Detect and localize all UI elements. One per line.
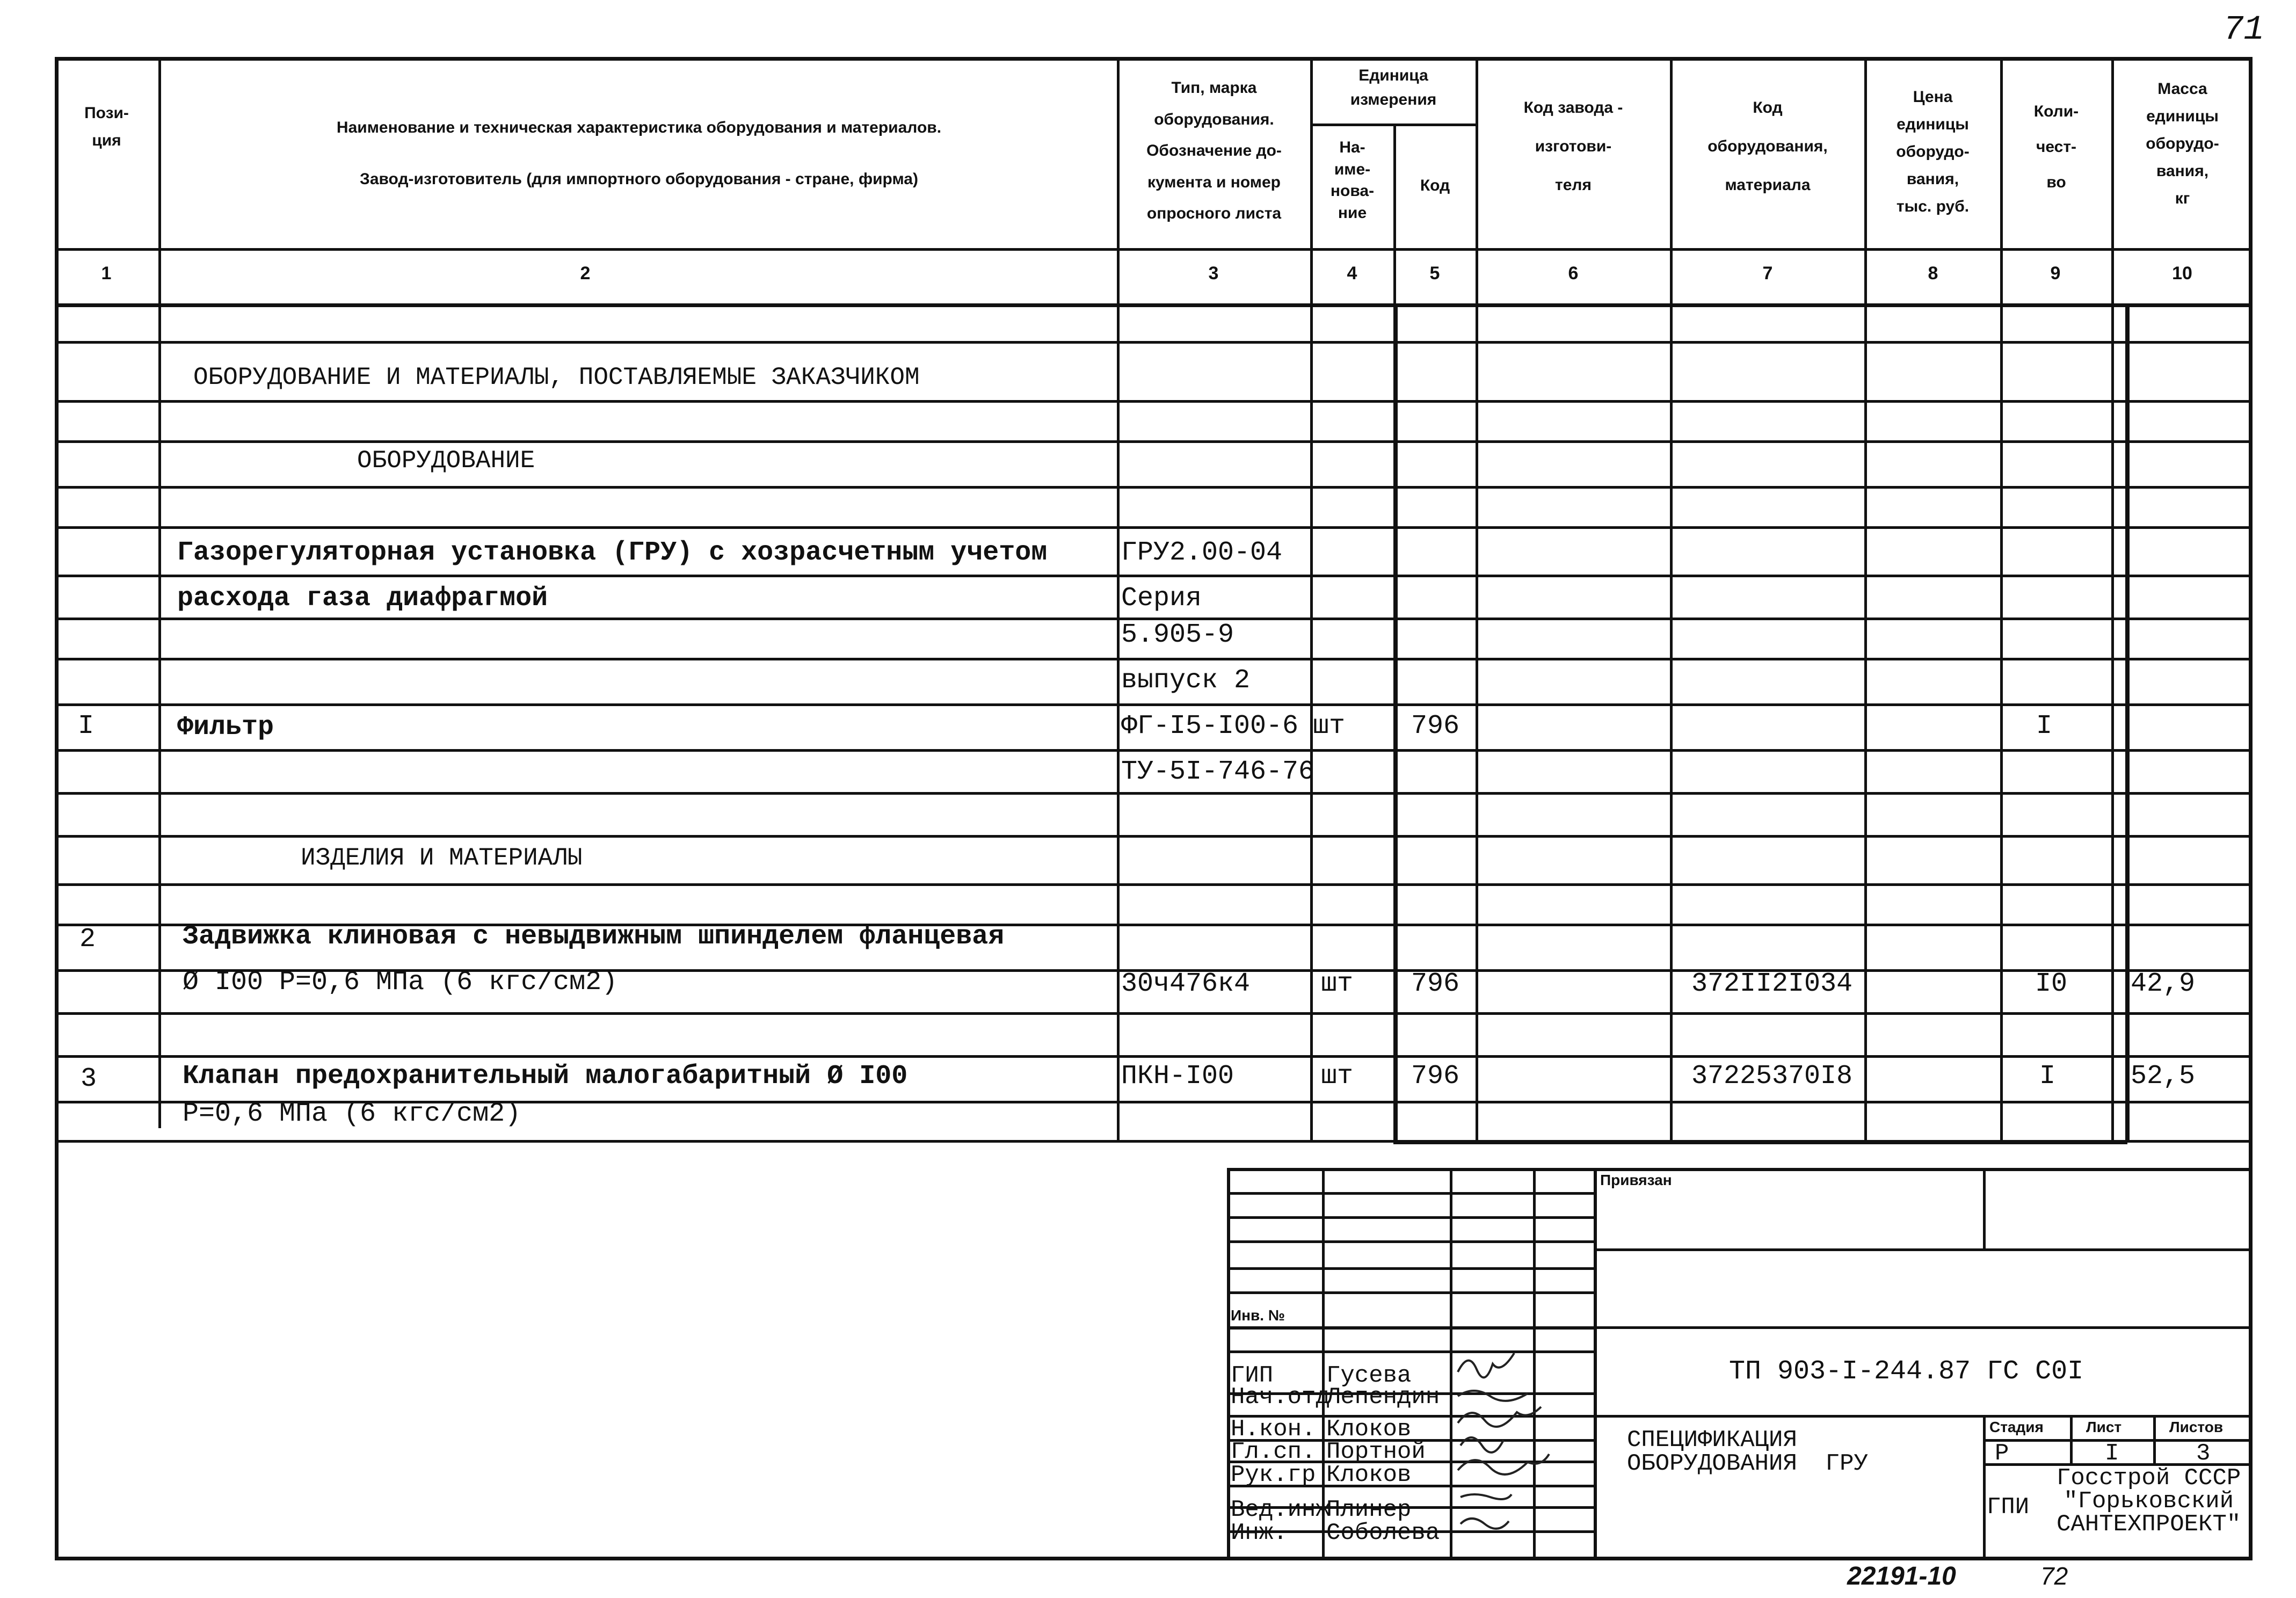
signature-0: [1458, 1353, 1514, 1377]
valve-unit-code: 796: [1411, 969, 1460, 999]
name-0: Гусева: [1326, 1362, 1412, 1389]
safety-valve-name-line1: Клапан предохранительный малогабаритный Ø I00: [183, 1061, 908, 1092]
header-mass: Масса единицы оборудо- вания, кг: [2146, 80, 2219, 207]
filter-type-1: ФГ-I5-I00-6: [1121, 711, 1299, 742]
page-number: 72: [2040, 1562, 2068, 1590]
header-price: Цена единицы оборудо- вания, тыс. руб.: [1896, 88, 1970, 215]
gru-type-3: 5.905-9: [1121, 620, 1234, 650]
safety-valve-quantity: I: [2039, 1061, 2056, 1092]
stage-label: Стадия: [1989, 1419, 2044, 1435]
colnum-7: 7: [1762, 263, 1773, 284]
colnum-2: 2: [580, 263, 591, 284]
section-customer: ОБОРУДОВАНИЕ И МАТЕРИАЛЫ, ПОСТАВЛЯЕМЫЕ ЗАКАЗЧИКОМ: [193, 364, 920, 391]
safety-valve-material-code: 37225370I8: [1691, 1061, 1853, 1092]
safety-valve-position: 3: [81, 1064, 97, 1094]
filter-unit: шт: [1313, 711, 1346, 742]
privyazan-label: Привязан: [1600, 1172, 1672, 1188]
role-2: Н.кон.: [1231, 1416, 1316, 1443]
safety-valve-unit: шт: [1321, 1061, 1354, 1092]
safety-valve-unit-code: 796: [1411, 1061, 1460, 1092]
role-6: Инж.: [1231, 1520, 1288, 1546]
filter-unit-code: 796: [1411, 711, 1460, 742]
signature-4: [1458, 1454, 1549, 1474]
name-3: Портной: [1326, 1439, 1426, 1465]
colnum-8: 8: [1928, 263, 1938, 284]
signature-2: [1458, 1407, 1541, 1427]
valve-quantity: I0: [2035, 969, 2068, 999]
name-4: Клоков: [1326, 1462, 1412, 1488]
safety-valve-mass: 52,5: [2131, 1061, 2196, 1092]
name-6: Соболева: [1326, 1520, 1440, 1546]
colnum-3: 3: [1208, 263, 1219, 284]
header-unit-code: Код: [1420, 177, 1450, 194]
role-4: Рук.гр: [1231, 1462, 1316, 1488]
colnum-5: 5: [1429, 263, 1440, 284]
colnum-6: 6: [1568, 263, 1579, 284]
filter-type-2: ТУ-5I-746-76: [1121, 757, 1315, 787]
stage-value: Р: [1995, 1440, 2009, 1467]
name-2: Клоков: [1326, 1416, 1412, 1443]
signatures: [1452, 1342, 1592, 1557]
valve-mass: 42,9: [2131, 969, 2196, 999]
header-type: Тип, марка оборудования. Обозначение до- кумента и номер опросного листа: [1146, 79, 1282, 222]
sheet-mark: 71: [2223, 11, 2264, 49]
gru-type-1: ГРУ2.00-04: [1121, 537, 1283, 568]
filter-name: Фильтр: [177, 712, 274, 743]
section-items: ИЗДЕЛИЯ И МАТЕРИАЛЫ: [301, 844, 583, 872]
header-position: Пози- ция: [84, 104, 129, 149]
archive-number: 22191-10: [1847, 1562, 1956, 1590]
org-short: ГПИ: [1987, 1494, 2030, 1521]
role-0: ГИП: [1231, 1362, 1274, 1389]
gru-name-line2: расхода газа диафрагмой: [177, 583, 548, 614]
document-code: ТП 903-I-244.87 ГС С0I: [1729, 1356, 2084, 1387]
filter-position: I: [78, 711, 95, 742]
valve-name-line2: Ø I00 Р=0,6 МПа (6 кгс/см2): [183, 967, 618, 998]
name-5: Плинер: [1326, 1497, 1412, 1523]
signature-5: [1461, 1494, 1512, 1499]
gru-name-line1: Газорегуляторная установка (ГРУ) с хозрасчетным учетом: [177, 537, 1048, 568]
role-3: Гл.сп.: [1231, 1439, 1316, 1465]
filter-quantity: I: [2036, 711, 2053, 742]
header-unit: Единица измерения: [1350, 67, 1437, 108]
sheet-value: I: [2105, 1440, 2119, 1467]
sheet-label: Лист: [2086, 1419, 2122, 1435]
header-factory-code: Код завода - изготови- теля: [1523, 99, 1623, 194]
header-quantity: Коли- чест- во: [2033, 103, 2079, 191]
safety-valve-type: ПКН-I00: [1121, 1061, 1234, 1092]
colnum-9: 9: [2050, 263, 2061, 284]
signature-1: [1458, 1391, 1528, 1401]
valve-material-code: 372II2I034: [1691, 969, 1853, 999]
signature-6: [1461, 1519, 1509, 1529]
valve-type: 30ч476к4: [1121, 969, 1251, 999]
role-1: Нач.отд: [1231, 1384, 1330, 1411]
gru-type-2: Серия: [1121, 583, 1202, 614]
valve-name-line1: Задвижка клиновая с невыдвижным шпинделем фланцевая: [183, 921, 1005, 952]
safety-valve-name-line2: Р=0,6 МПа (6 кгс/см2): [183, 1099, 521, 1129]
valve-position: 2: [79, 924, 96, 955]
sheets-value: 3: [2196, 1440, 2211, 1467]
signature-3: [1461, 1437, 1503, 1452]
header-material-code: Код оборудования, материала: [1708, 99, 1828, 194]
colnum-4: 4: [1347, 263, 1357, 284]
colnum-1: 1: [101, 263, 112, 284]
sheets-label: Листов: [2169, 1419, 2224, 1435]
header-name: Наименование и техническая характеристика оборудования и материалов. Завод-изготовитель (для импортного оборудования - стране, фирма): [336, 119, 942, 188]
name-1: Лепендин: [1326, 1384, 1440, 1411]
gru-type-4: выпуск 2: [1121, 665, 1251, 696]
section-equipment: ОБОРУДОВАНИЕ: [357, 447, 535, 475]
organization: Госстрой СССР "Горьковский САНТЕХПРОЕКТ": [2057, 1465, 2241, 1538]
role-5: Вед.инж: [1231, 1497, 1330, 1523]
document-title: СПЕЦИФИКАЦИЯ ОБОРУДОВАНИЯ ГРУ: [1627, 1427, 1868, 1477]
header-unit-name: На- име- нова- ние: [1330, 139, 1375, 222]
valve-unit: шт: [1321, 969, 1354, 999]
colnum-10: 10: [2172, 263, 2192, 284]
inventory-label: Инв. №: [1231, 1307, 1285, 1324]
